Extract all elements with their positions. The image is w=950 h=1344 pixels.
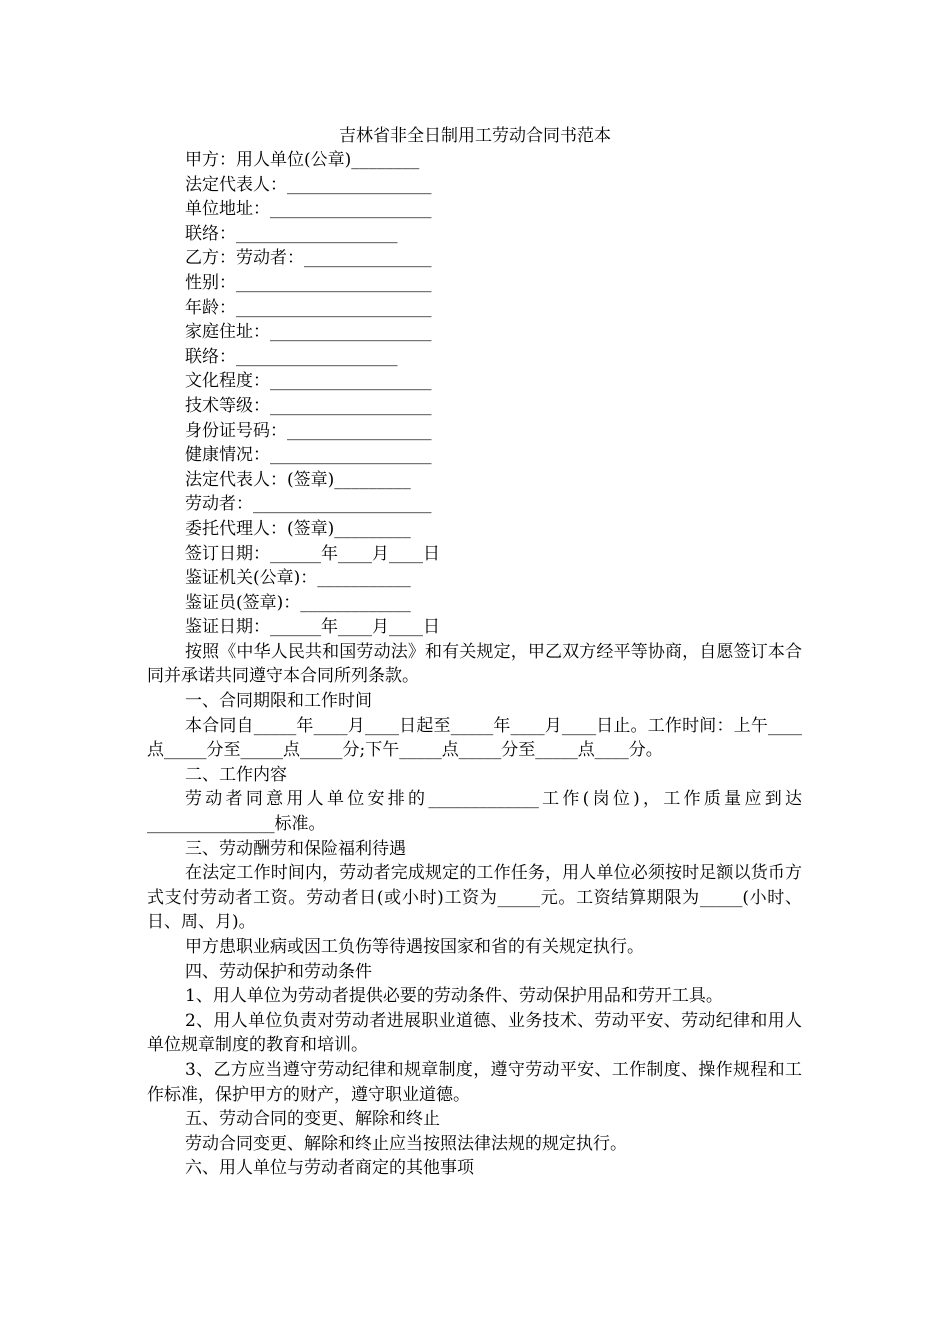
- section-4-item-2: 2、用人单位负责对劳动者进展职业道德、业务技术、劳动平安、劳动纪律和用人单位规章制度的教育和培训。: [147, 1010, 802, 1056]
- field-notary-date: 鉴证日期：______年____月____日: [185, 617, 440, 638]
- section-heading-4: 四、劳动保护和劳动条件: [185, 961, 372, 982]
- section-heading-2: 二、工作内容: [185, 764, 287, 785]
- document-title: 吉林省非全日制用工劳动合同书范本: [339, 126, 611, 146]
- section-heading-3: 三、劳动酬劳和保险福利待遇: [185, 838, 406, 859]
- document-body: [147, 148, 802, 1181]
- field-legal-rep-sign: 法定代表人：(签章)_________: [185, 469, 411, 490]
- field-legal-rep: 法定代表人：_________________: [185, 174, 432, 195]
- section-heading-1: 一、合同期限和工作时间: [185, 691, 372, 712]
- field-contact-b: 联络：___________________: [185, 346, 398, 367]
- section-2-text: 劳动者同意用人单位安排的_____________工作(岗位)，工作质量应到达_______________标准。: [147, 789, 802, 835]
- section-1-text: 本合同自_____年____月____日起至_____年____月____日止。工作时间：上午____点_____分至_____点_____分;下午_____点_____分至_____点____分。: [147, 715, 802, 761]
- section-heading-6: 六、用人单位与劳动者商定的其他事项: [185, 1158, 474, 1179]
- field-education: 文化程度：___________________: [185, 371, 432, 392]
- field-home-address: 家庭住址：___________________: [185, 322, 432, 343]
- field-party-b: 乙方：劳动者：_______________: [185, 248, 432, 269]
- field-agent-sign: 委托代理人：(签章)_________: [185, 518, 411, 539]
- field-notary-officer: 鉴证员(签章)：_____________: [185, 592, 411, 613]
- section-3-text-2: 甲方患职业病或因工负伤等待遇按国家和省的有关规定执行。: [185, 937, 644, 957]
- section-4-item-3: 3、乙方应当遵守劳动纪律和规章制度，遵守劳动平安、工作制度、操作规程和工作标准，保护甲方的财产，遵守职业道德。: [147, 1059, 802, 1105]
- section-3-text: 在法定工作时间内，劳动者完成规定的工作任务，用人单位必须按时足额以货币方式支付劳动者工资。劳动者日(或小时)工资为_____元。工资结算期限为_____(小时、日、周、月)。: [147, 863, 802, 933]
- section-heading-5: 五、劳动合同的变更、解除和终止: [185, 1109, 440, 1130]
- intro-paragraph: 按照《中华人民共和国劳动法》和有关规定，甲乙双方经平等协商，自愿签订本合同并承诺共同遵守本合同所列条款。: [147, 641, 802, 687]
- field-health: 健康情况：___________________: [185, 445, 432, 466]
- field-worker: 劳动者：_____________________: [185, 494, 432, 515]
- field-skill-level: 技术等级：___________________: [185, 395, 432, 416]
- field-gender: 性别：_______________________: [185, 272, 432, 293]
- field-sign-date: 签订日期：______年____月____日: [185, 543, 440, 564]
- section-5-text: 劳动合同变更、解除和终止应当按照法律法规的规定执行。: [185, 1133, 627, 1154]
- field-age: 年龄：_______________________: [185, 297, 432, 318]
- field-party-a: 甲方：用人单位(公章)________: [185, 150, 420, 170]
- field-notary-office: 鉴证机关(公章)：___________: [185, 568, 411, 589]
- field-unit-address: 单位地址：___________________: [185, 199, 432, 220]
- section-4-item-1: 1、用人单位为劳动者提供必要的劳动条件、劳动保护用品和劳开工具。: [185, 986, 723, 1007]
- field-contact-a: 联络：___________________: [185, 223, 398, 244]
- field-id-number: 身份证号码：_________________: [185, 420, 432, 441]
